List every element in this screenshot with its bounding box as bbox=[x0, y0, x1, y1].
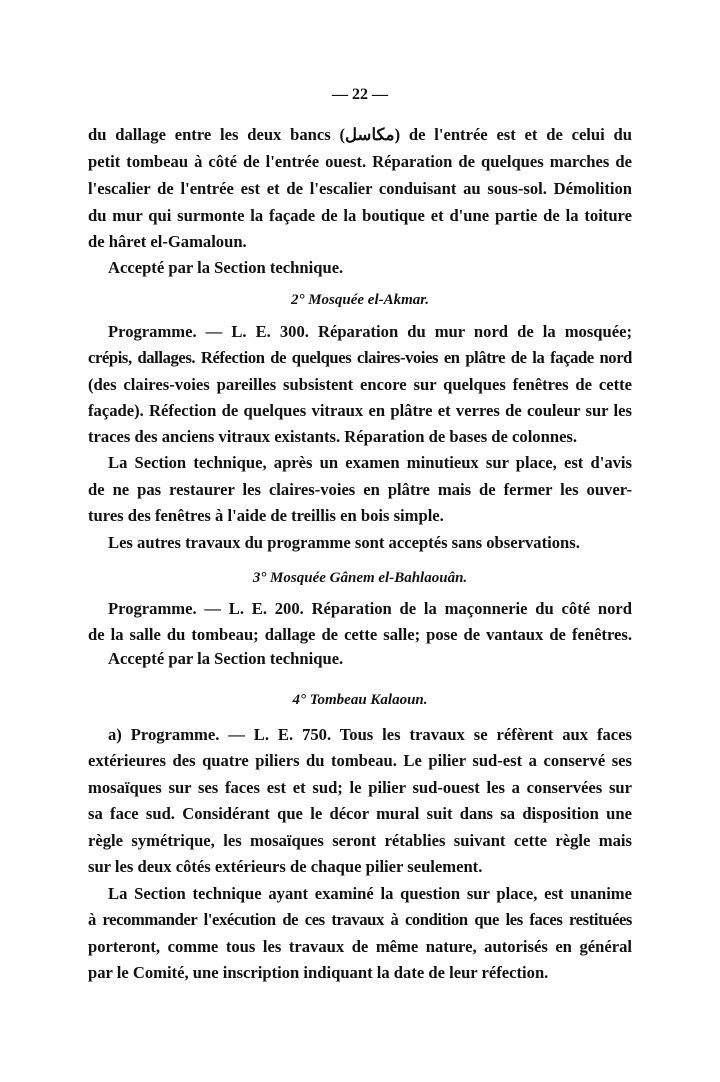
text-line: mosaïques sur ses faces est et sud; le pilier sud-ouest les a conservées sur bbox=[88, 778, 632, 797]
text-line: façade). Réfection de quelques vitraux en plâtre et verres de couleur sur les bbox=[88, 401, 632, 420]
text-line: sa face sud. Considérant que le décor mural suit dans sa disposition une bbox=[88, 804, 632, 823]
text-line: de ne pas restaurer les claires-voies en plâtre mais de fermer les ouver- bbox=[88, 480, 632, 499]
text-line: (des claires-voies pareilles subsistent encore sur quelques fenêtres de cette bbox=[88, 375, 632, 394]
section-heading: 4° Tombeau Kalaoun. bbox=[292, 692, 428, 708]
text-line: traces des anciens vitraux existants. Réparation de bases de colonnes. bbox=[88, 427, 578, 446]
text-line: petit tombeau à côté de l'entrée ouest. Réparation de quelques marches de bbox=[88, 152, 632, 171]
text-line: porteront, comme tous les travaux de même nature, autorisés en général bbox=[88, 937, 632, 956]
text-line: sur les deux côtés extérieurs de chaque pilier seulement. bbox=[88, 857, 483, 876]
text-line: La Section technique ayant examiné la question sur place, est unanime bbox=[108, 884, 632, 903]
text-line: du mur qui surmonte la façade de la boutique et d'une partie de la toiture bbox=[88, 206, 632, 225]
text-line: Accepté par la Section technique. bbox=[108, 649, 344, 668]
text-line: extérieures des quatre piliers du tombeau. Le pilier sud-est a conservé ses bbox=[88, 751, 632, 770]
text-line: Accepté par la Section technique. bbox=[108, 258, 344, 277]
page-number: — 22 — bbox=[332, 86, 388, 103]
text-line: Programme. — L. E. 200. Réparation de la maçonnerie du côté nord bbox=[108, 599, 632, 618]
text-line: à recommander l'exécution de ces travaux à condition que les faces restituées bbox=[88, 910, 632, 929]
text-line: règle symétrique, les mosaïques seront rétablies suivant cette règle mais bbox=[88, 831, 632, 850]
text-line: par le Comité, une inscription indiquant la date de leur réfection. bbox=[88, 963, 549, 982]
section-heading: 2° Mosquée el-Akmar. bbox=[290, 292, 430, 308]
text-line: a) Programme. — L. E. 750. Tous les travaux se réfèrent aux faces bbox=[108, 725, 632, 744]
text-line: La Section technique, après un examen minutieux sur place, est d'avis bbox=[108, 453, 632, 472]
text-line: Les autres travaux du programme sont acceptés sans observations. bbox=[108, 533, 580, 552]
text-line: du dallage entre les deux bancs (مكاسل) de l'entrée est et de celui du bbox=[88, 125, 632, 144]
text-line: crépis, dallages. Réfection de quelques claires-voies en plâtre de la façade nord bbox=[88, 348, 632, 367]
text-line: de hâret el-Gamaloun. bbox=[88, 232, 247, 251]
text-line: l'escalier de l'entrée est et de l'escalier conduisant au sous-sol. Démolition bbox=[88, 179, 632, 198]
section-heading: 3° Mosquée Gânem el-Bahlaouân. bbox=[252, 570, 468, 586]
text-line: tures des fenêtres à l'aide de treillis en bois simple. bbox=[88, 506, 444, 525]
text-line: de la salle du tombeau; dallage de cette salle; pose de vantaux de fenêtres. bbox=[88, 625, 632, 644]
text-line: Programme. — L. E. 300. Réparation du mur nord de la mosquée; bbox=[108, 322, 632, 341]
